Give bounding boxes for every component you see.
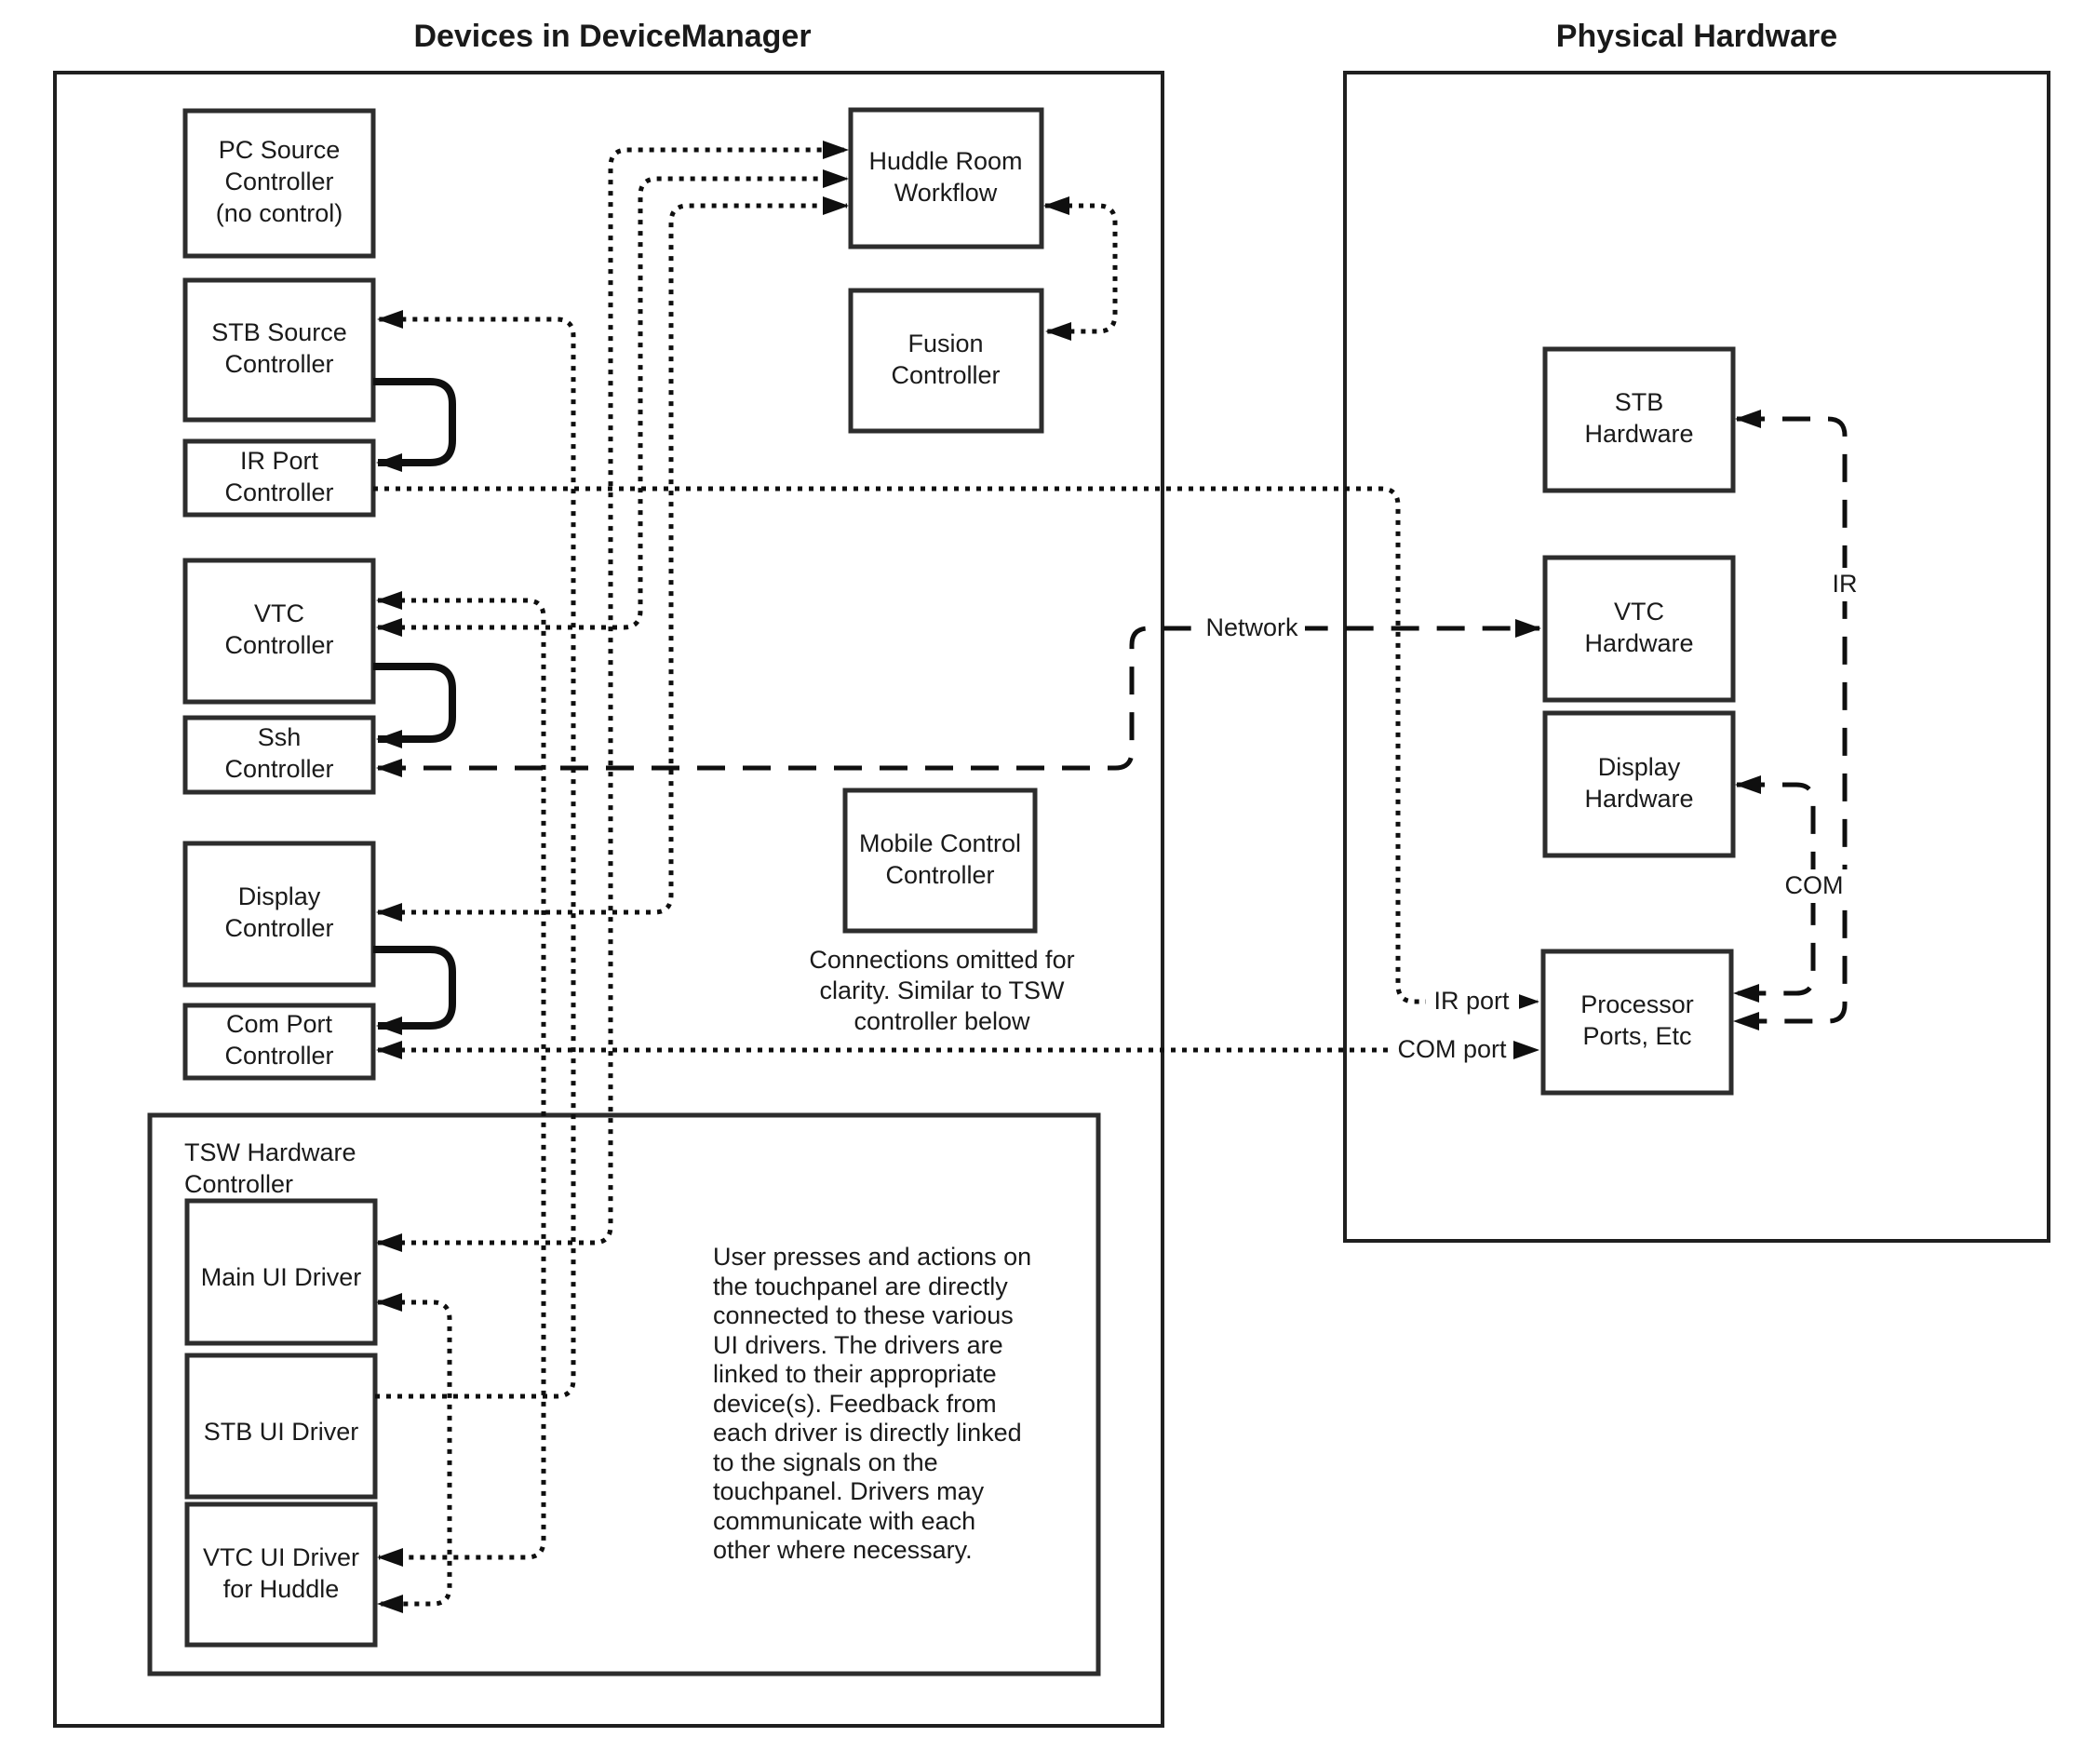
note-line: each driver is directly linked [713,1419,1022,1448]
connector-vtc-to-ssh [373,667,452,739]
ir-port-label [1426,986,1519,1018]
com-port-controller-label: Com Port [225,1010,333,1039]
mobile-control-controller-label: Controller [885,861,995,890]
connector-huddle-workflow-fusion-controller [1045,206,1115,331]
note-line: device(s). Feedback from [713,1390,997,1419]
ir-port-controller-label: IR Port [239,447,319,476]
tsw-hardware-controller-label: Controller [184,1170,294,1199]
vtc-ui-driver-label: for Huddle [222,1575,340,1604]
com-port-label [1392,1034,1512,1067]
connector-main-ui-driver-huddle-workflow [378,150,847,1243]
pc-source-controller-box [185,111,373,256]
com-label-text: COM [1784,871,1844,900]
note-line: UI drivers. The drivers are [713,1331,1003,1360]
ir-port-controller-label: Controller [224,478,334,507]
fusion-controller-label: Controller [891,361,1001,390]
connector-stb-source-to-ir-port [373,382,452,463]
mobile-caption-line: clarity. Similar to TSW [819,976,1065,1005]
pc-source-controller-label: PC Source [218,136,341,165]
connector-display-to-com-port [373,949,452,1026]
note-line: to the signals on the [713,1448,938,1477]
display-hardware-label: Hardware [1584,785,1694,814]
note-line: touchpanel. Drivers may [713,1477,985,1506]
display-controller-label: Display [237,882,321,911]
pc-source-controller-label: (no control) [215,199,343,228]
main-ui-driver-box [187,1201,375,1343]
pc-source-controller-label: Controller [224,168,334,196]
mobile-caption-line: controller below [854,1007,1030,1036]
main-ui-driver-label: Main UI Driver [200,1263,362,1292]
mobile-control-controller-label: Mobile Control [858,829,1022,858]
device-manager-title: Devices in DeviceManager [413,19,812,54]
fusion-controller-box [851,290,1042,431]
note-line: communicate with each [713,1507,976,1536]
note-line: User presses and actions on [713,1243,1032,1272]
ir-label [1822,568,1867,601]
com-port-controller-label: Controller [224,1042,334,1071]
connector-ir-stb-hardware-to-processor [1735,419,1845,1021]
vtc-hardware-box [1545,558,1733,700]
ssh-controller-label: Ssh [257,723,302,752]
com-port-label-text: COM port [1397,1035,1507,1064]
mobile-caption [809,946,1074,1035]
note-line: linked to their appropriate [713,1360,997,1389]
vtc-hardware-label: VTC [1614,598,1664,626]
stb-hardware-label: Hardware [1584,420,1694,449]
tsw-hardware-controller-label: TSW Hardware [184,1138,356,1167]
huddle-room-workflow-label: Workflow [894,179,998,208]
vtc-ui-driver-box [187,1504,375,1645]
display-hardware-label: Display [1597,753,1681,782]
display-hardware-box [1545,713,1733,855]
ssh-controller-label: Controller [224,755,334,784]
display-controller-label: Controller [224,914,334,943]
stb-source-controller-box [185,280,373,420]
ssh-controller-box [185,718,373,792]
vtc-controller-box [185,560,373,702]
vtc-controller-label: VTC [254,599,304,628]
mobile-control-controller-box [845,790,1035,931]
stb-hardware-box [1545,349,1733,491]
fusion-controller-label: Fusion [907,330,984,358]
physical-hardware-title: Physical Hardware [1555,19,1838,54]
stb-ui-driver-box [187,1355,375,1497]
stb-hardware-label: STB [1614,388,1664,417]
com-label [1777,869,1851,903]
stb-source-controller-label: Controller [224,350,334,379]
ir-label-text: IR [1832,570,1858,599]
stb-source-controller-label: STB Source [211,318,347,347]
com-port-controller-box [185,1005,373,1078]
processor-ports-label: Ports, Etc [1582,1022,1692,1051]
vtc-controller-label: Controller [224,631,334,660]
display-controller-box [185,843,373,985]
network-label [1199,612,1305,645]
processor-ports-box [1543,951,1731,1093]
huddle-room-workflow-box [851,110,1042,247]
note-line: other where necessary. [713,1536,973,1565]
processor-ports-label: Processor [1580,990,1694,1019]
mobile-caption-line: Connections omitted for [809,946,1075,975]
ir-port-label-text: IR port [1433,987,1510,1016]
network-label-text: Network [1205,613,1298,642]
note-line: connected to these various [713,1301,1014,1330]
note-line: the touchpanel are directly [713,1273,1008,1301]
vtc-hardware-label: Hardware [1584,629,1694,658]
huddle-room-workflow-label: Huddle Room [868,147,1023,176]
connector-network-ssh-to-vtc-hardware [378,628,1539,768]
stb-ui-driver-label: STB UI Driver [203,1418,359,1447]
ir-port-controller-box [185,441,373,515]
vtc-ui-driver-label: VTC UI Driver [203,1543,359,1572]
